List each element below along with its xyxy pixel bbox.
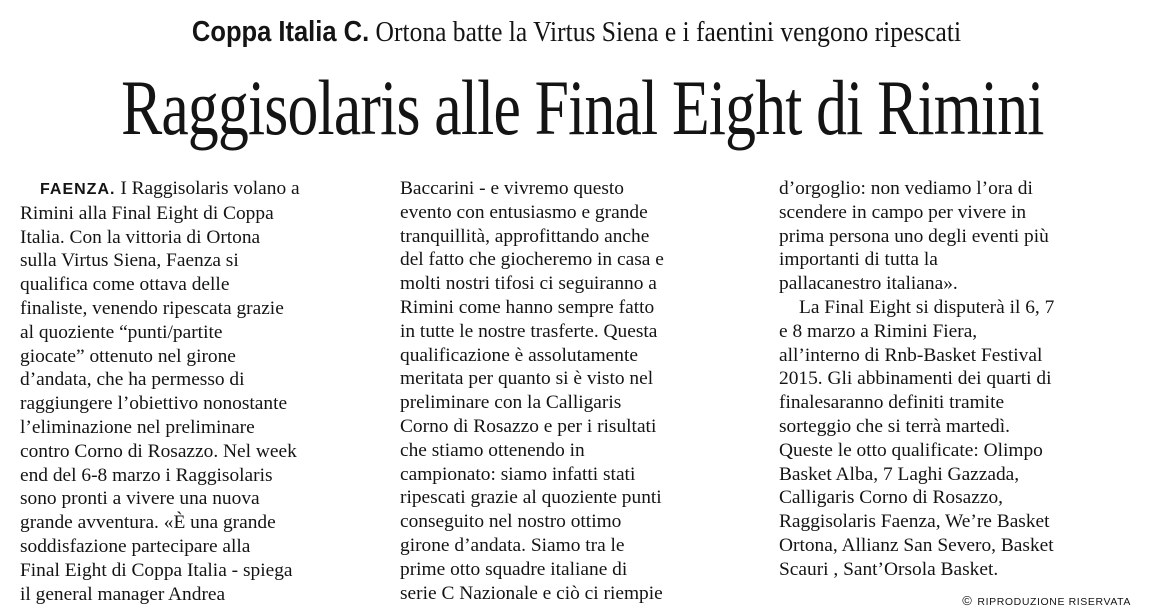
article-line: ripescati grazie al quoziente punti — [400, 487, 662, 509]
article-line: finalesaranno definiti tramite — [779, 392, 1005, 414]
article-line: Italia. Con la vittoria di Ortona — [20, 226, 261, 248]
article-line: l’eliminazione nel preliminare — [20, 416, 255, 438]
article-line: raggiungere l’obiettivo nonostante — [20, 393, 288, 415]
article-line: e 8 marzo a Rimini Fiera, — [779, 320, 978, 342]
article-line: Final Eight di Coppa Italia - spiega — [20, 559, 293, 581]
article-line: qualifica come ottava delle — [20, 274, 230, 296]
article-line: Rimini alla Final Eight di Coppa — [20, 202, 274, 224]
article-line: Calligaris Corno di Rosazzo, — [779, 487, 1004, 509]
article-line: Ortona, Allianz San Severo, Basket — [779, 534, 1054, 556]
article-line — [20, 177, 384, 202]
copyright-notice — [962, 593, 1131, 608]
article-line: La Final Eight si disputerà il 6, 7 — [799, 296, 1055, 318]
article-line: grande avventura. «È una grande — [20, 512, 276, 534]
article-line: Scauri , Sant’Orsola Basket. — [779, 558, 999, 580]
article-line: in tutte le nostre trasferte. Questa — [400, 320, 658, 342]
article-line: Rimini come hanno sempre fatto — [400, 296, 655, 318]
copyright-text: RIPRODUZIONE RISERVATA — [977, 596, 1131, 608]
article-line: preliminare con la Calligaris — [400, 392, 622, 414]
article-line: scendere in campo per vivere in — [779, 201, 1027, 223]
article-line: Raggisolaris Faenza, We’re Basket — [779, 511, 1050, 533]
article-line: tranquillità, approfittando anche — [400, 225, 650, 247]
article-line: importanti di tutta la — [779, 249, 938, 271]
article-line: qualificazione è assolutamente — [400, 344, 638, 366]
article-line: campionato: siamo infatti stati — [400, 463, 636, 485]
dateline: FAENZA. — [40, 181, 116, 198]
article-line: sorteggio che si terrà martedì. — [779, 415, 1010, 437]
article-line: contro Corno di Rosazzo. Nel week — [20, 440, 297, 462]
article-column-3 — [779, 177, 1143, 582]
article-line: d’andata, che ha permesso di — [20, 369, 245, 391]
article-line: sono pronti a vivere una nuova — [20, 488, 260, 510]
article-line: girone d’andata. Siamo tra le — [400, 534, 625, 556]
article-line: d’orgoglio: non vediamo l’ora di — [779, 178, 1033, 199]
headline: Raggisolaris alle Final Eight di Rimini — [121, 64, 1044, 151]
article-line: finaliste, venendo ripescata grazie — [20, 297, 284, 319]
article-line: serie C Nazionale e ciò ci riempie — [400, 582, 663, 604]
article-line: Corno di Rosazzo e per i risultati — [400, 415, 657, 437]
article-line: conseguito nel nostro ottimo — [400, 511, 622, 533]
article-line: sulla Virtus Siena, Faenza si — [20, 250, 239, 272]
article-line: 2015. Gli abbinamenti dei quarti di — [779, 368, 1052, 390]
article-line: al quoziente “punti/partite — [20, 321, 223, 343]
copyright-icon: © — [962, 593, 973, 608]
article-line: Baccarini - e vivremo questo — [400, 178, 624, 199]
article-column-1 — [20, 177, 384, 606]
article-line: pallacanestro italiana». — [779, 273, 958, 295]
kicker — [69, 12, 1084, 52]
article-line: il general manager Andrea — [20, 583, 226, 605]
article-line: meritata per quanto si è visto nel — [400, 368, 654, 390]
article-line: evento con entusiasmo e grande — [400, 201, 648, 223]
article-column-2 — [400, 177, 764, 605]
article-line: del fatto che giocheremo in casa e — [400, 249, 664, 271]
article-line: che stiamo ottenendo in — [400, 439, 585, 461]
article-line: giocate” ottenuto nel girone — [20, 345, 236, 367]
kicker-lead: Coppa Italia C. — [191, 16, 370, 48]
kicker-text: Ortona batte la Virtus Siena e i faentini vengono ripescati — [375, 16, 962, 48]
article-line: all’interno di Rnb-Basket Festival — [779, 344, 1043, 366]
article-line: end del 6-8 marzo i Raggisolaris — [20, 464, 273, 486]
article-line: soddisfazione partecipare alla — [20, 535, 251, 557]
article-line: Basket Alba, 7 Laghi Gazzada, — [779, 463, 1020, 485]
article-line-text: I Raggisolaris volano a — [120, 178, 300, 199]
article-line: prima persona uno degli eventi più — [779, 225, 1049, 247]
article-line: prime otto squadre italiane di — [400, 558, 628, 580]
article-line: Queste le otto qualificate: Olimpo — [779, 439, 1043, 461]
article-line: molti nostri tifosi ci seguiranno a — [400, 273, 657, 295]
